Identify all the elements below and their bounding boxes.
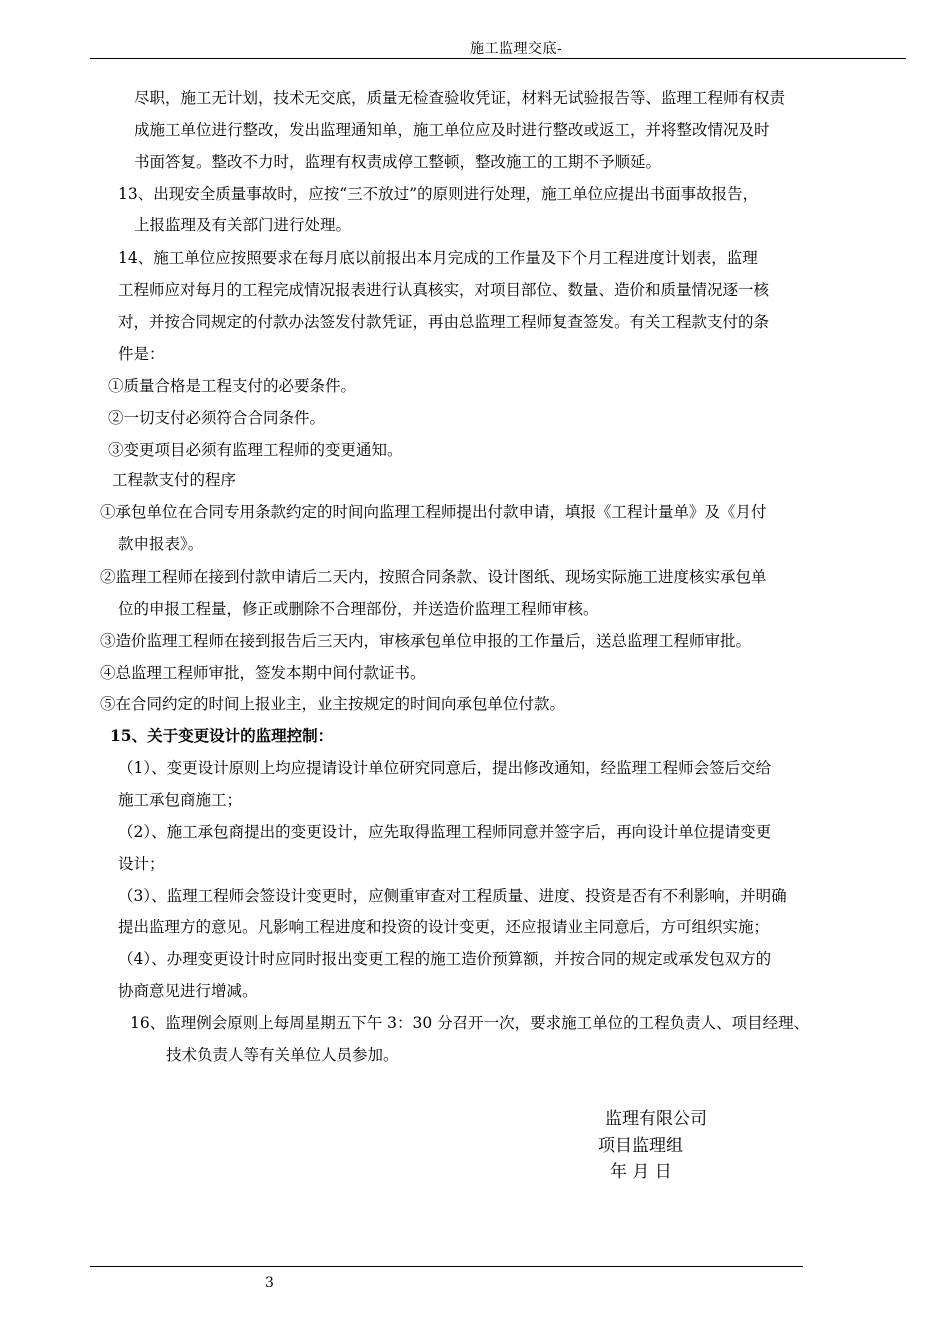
text-line: 13、出现安全质量事故时，应按“三不放过”的原则进行处理，施工单位应提出书面事故报告，	[118, 185, 759, 203]
text-line: 书面答复。整改不力时，监理有权责成停工整顿，整改施工的工期不予顺延。	[134, 153, 662, 171]
text-line: 工程师应对每月的工程完成情况报表进行认真核实，对项目部位、数量、造价和质量情况逐一核	[118, 281, 770, 299]
text-line: 协商意见进行增减。	[118, 982, 258, 1000]
text-line: ①承包单位在合同专用条款约定的时间向监理工程师提出付款申请，填报《工程计量单》及《月付	[100, 503, 767, 521]
header-title: 施工监理交底-	[470, 41, 563, 57]
page-number: 3	[265, 1275, 274, 1291]
text-line: 对，并按合同规定的付款办法签发付款凭证，再由总监理工程师复查签发。有关工程款支付的条	[118, 313, 770, 331]
text-line: ③造价监理工程师在接到报告后三天内，审核承包单位申报的工作量后，送总监理工程师审批。	[100, 632, 752, 650]
header-divider	[90, 58, 906, 59]
text-line: 工程款支付的程序	[112, 471, 237, 489]
text-line: （4）、办理变更设计时应同时报出变更工程的施工造价预算额，并按合同的规定或承发包双方的	[118, 950, 772, 968]
signature-date: 年 月 日	[610, 1162, 672, 1182]
text-line: 施工承包商施工；	[118, 791, 243, 809]
text-line: 设计；	[118, 855, 165, 873]
text-line: 16、监理例会原则上每周星期五下午 3：30 分召开一次，要求施工单位的工程负责人、项目经理、	[130, 1014, 810, 1032]
text-line: 成施工单位进行整改，发出监理通知单，施工单位应及时进行整改或返工，并将整改情况及时	[134, 121, 770, 139]
text-line: 上报监理及有关部门进行处理。	[134, 216, 352, 234]
text-line: （2）、施工承包商提出的变更设计，应先取得监理工程师同意并签字后，再向设计单位提请变更	[118, 823, 772, 841]
signature-group: 项目监理组	[598, 1136, 683, 1156]
text-line: 14、施工单位应按照要求在每月底以前报出本月完成的工作量及下个月工程进度计划表，监理	[118, 249, 758, 267]
text-line: 款申报表》。	[118, 535, 204, 553]
text-line: 尽职，施工无计划，技术无交底，质量无检查验收凭证，材料无试验报告等、监理工程师有权责	[134, 89, 786, 107]
text-line: 位的申报工程量，修正或删除不合理部份，并送造价监理工程师审核。	[118, 600, 599, 618]
text-line: ③变更项目必须有监理工程师的变更通知。	[108, 441, 403, 459]
text-line: ④总监理工程师审批，签发本期中间付款证书。	[100, 664, 426, 682]
text-line: ②监理工程师在接到付款申请后二天内，按照合同条款、设计图纸、现场实际施工进度核实承包单	[100, 568, 767, 586]
text-line: （1）、变更设计原则上均应提请设计单位研究同意后，提出修改通知，经监理工程师会签后交给	[118, 759, 772, 777]
signature-company: 监理有限公司	[605, 1109, 707, 1129]
text-line: ⑤在合同约定的时间上报业主，业主按规定的时间向承包单位付款。	[100, 695, 566, 713]
text-line: （3）、监理工程师会签设计变更时，应侧重审查对工程质量、进度、投资是否有不利影响，并明确	[118, 887, 787, 905]
text-line: 件是：	[118, 345, 165, 363]
text-line: 技术负责人等有关单位人员参加。	[166, 1046, 399, 1064]
text-line: ②一切支付必须符合合同条件。	[108, 409, 326, 427]
text-line: 提出监理方的意见。凡影响工程进度和投资的设计变更，还应报请业主同意后，方可组织实施；	[118, 918, 770, 936]
footer-divider	[90, 1266, 803, 1267]
text-line: ①质量合格是工程支付的必要条件。	[108, 377, 357, 395]
section-heading: 15、关于变更设计的监理控制：	[110, 726, 334, 745]
